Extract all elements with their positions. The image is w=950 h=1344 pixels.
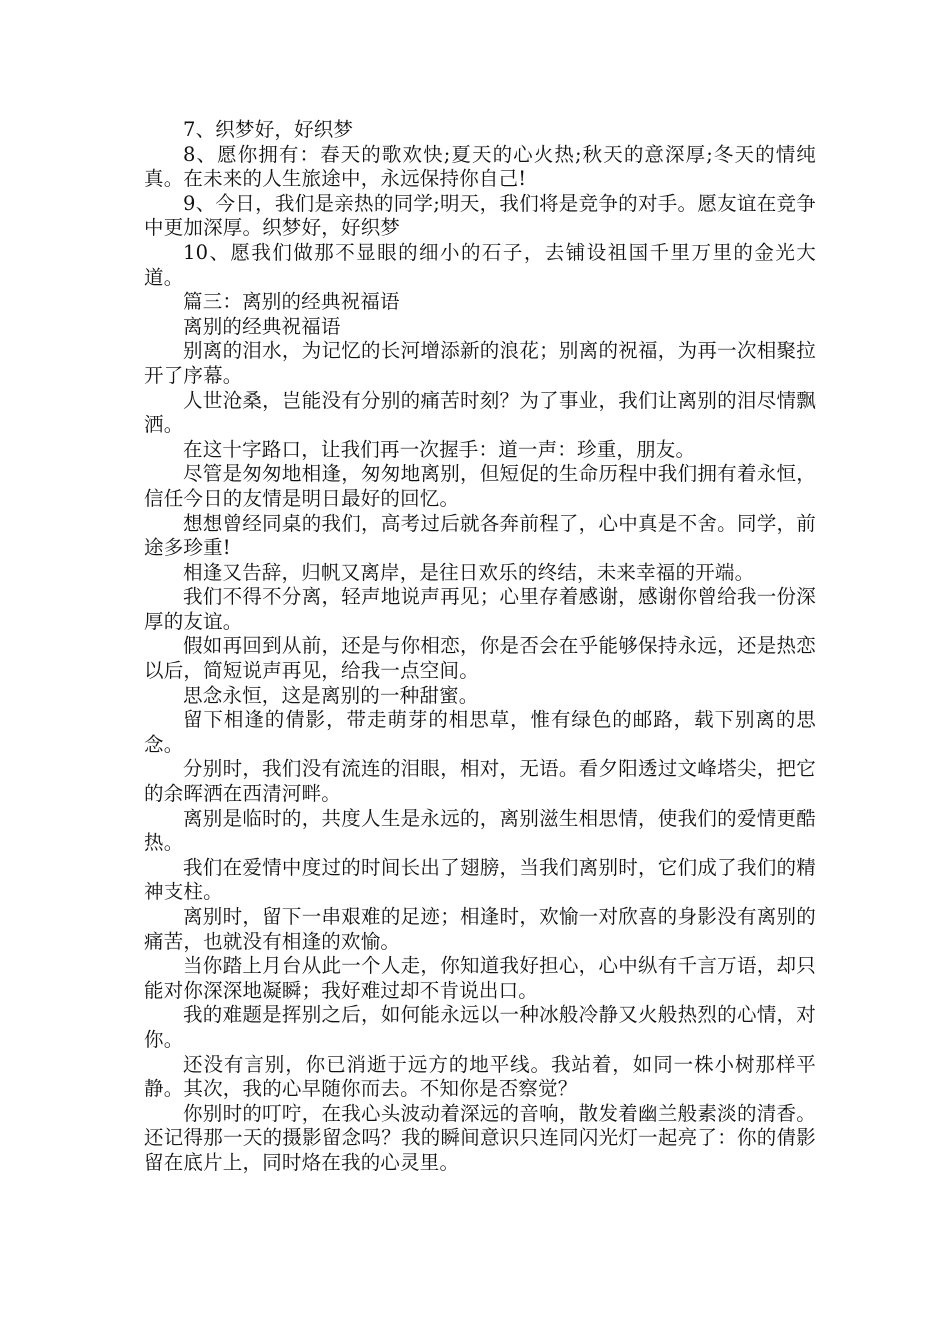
list-item: 10、愿我们做那不显眼的细小的石子，去铺设祖国千里万里的金光大道。 [144,240,816,289]
paragraph: 别离的泪水，为记忆的长河增添新的浪花；别离的祝福，为再一次相聚拉开了序幕。 [144,339,816,387]
paragraph: 分别时，我们没有流连的泪眼，相对，无语。看夕阳透过文峰塔尖，把它的余晖洒在西清河畔。 [144,757,816,806]
paragraph: 思念永恒，这是离别的一种甜蜜。 [183,683,479,707]
paragraph: 当你踏上月台从此一个人走，你知道我好担心，心中纵有千言万语，却只能对你深深地凝瞬；我好难过却不肯说出口。 [144,954,816,1002]
paragraph: 我们在爱情中度过的时间长出了翅膀，当我们离别时，它们成了我们的精神支柱。 [144,855,816,904]
list-item: 7、织梦好，好织梦 [183,118,354,141]
section-subtitle: 离别的经典祝福语 [183,314,341,338]
paragraph: 假如再回到从前，还是与你相恋，你是否会在乎能够保持永远，还是热恋以后，简短说声再见，给我一点空间。 [144,634,816,683]
paragraph: 你别时的叮咛，在我心头波动着深远的音响，散发着幽兰般素淡的清香。还记得那一天的摄影留念吗？我的瞬间意识只连同闪光灯一起亮了：你的倩影留在底片上，同时烙在我的心灵里。 [144,1101,816,1174]
paragraph: 相逢又告辞，归帆又离岸，是往日欢乐的终结，未来幸福的开端。 [183,560,755,584]
paragraph: 在这十字路口，让我们再一次握手：道一声：珍重，朋友。 [183,437,696,461]
document-body [144,118,816,1176]
paragraph: 想想曾经同桌的我们，高考过后就各奔前程了，心中真是不舍。同学，前途多珍重! [144,511,816,560]
paragraph: 我们不得不分离，轻声地说声再见；心里存着感谢，感谢你曾给我一份深厚的友谊。 [144,585,816,633]
list-item: 9、今日，我们是亲热的同学;明天，我们将是竞争的对手。愿友谊在竞争中更加深厚。织梦好，好织梦 [144,191,816,240]
paragraph: 我的难题是挥别之后，如何能永远以一种冰般冷静又火般热烈的心情，对你。 [144,1003,816,1051]
paragraph: 人世沧桑，岂能没有分别的痛苦时刻？为了事业，我们让离别的泪尽情飘洒。 [144,388,816,437]
section-heading: 篇三：离别的经典祝福语 [183,290,400,314]
paragraph: 离别时，留下一串艰难的足迹；相逢时，欢愉一对欣喜的身影没有离别的痛苦，也就没有相逢的欢愉。 [144,905,816,953]
paragraph: 留下相逢的倩影，带走萌芽的相思草，惟有绿色的邮路，载下别离的思念。 [144,708,816,756]
paragraph: 尽管是匆匆地相逢，匆匆地离别，但短促的生命历程中我们拥有着永恒，信任今日的友情是明日最好的回忆。 [144,462,816,510]
paragraph: 离别是临时的，共度人生是永远的，离别滋生相思情，使我们的爱情更酷热。 [144,806,816,855]
list-item: 8、愿你拥有：春天的歌欢快;夏天的心火热;秋天的意深厚;冬天的情纯真。在未来的人生旅途中，永远保持你自己! [144,142,816,191]
paragraph: 还没有言别，你已消逝于远方的地平线。我站着，如同一株小树那样平静。其次，我的心早随你而去。不知你是否察觉？ [144,1052,816,1101]
